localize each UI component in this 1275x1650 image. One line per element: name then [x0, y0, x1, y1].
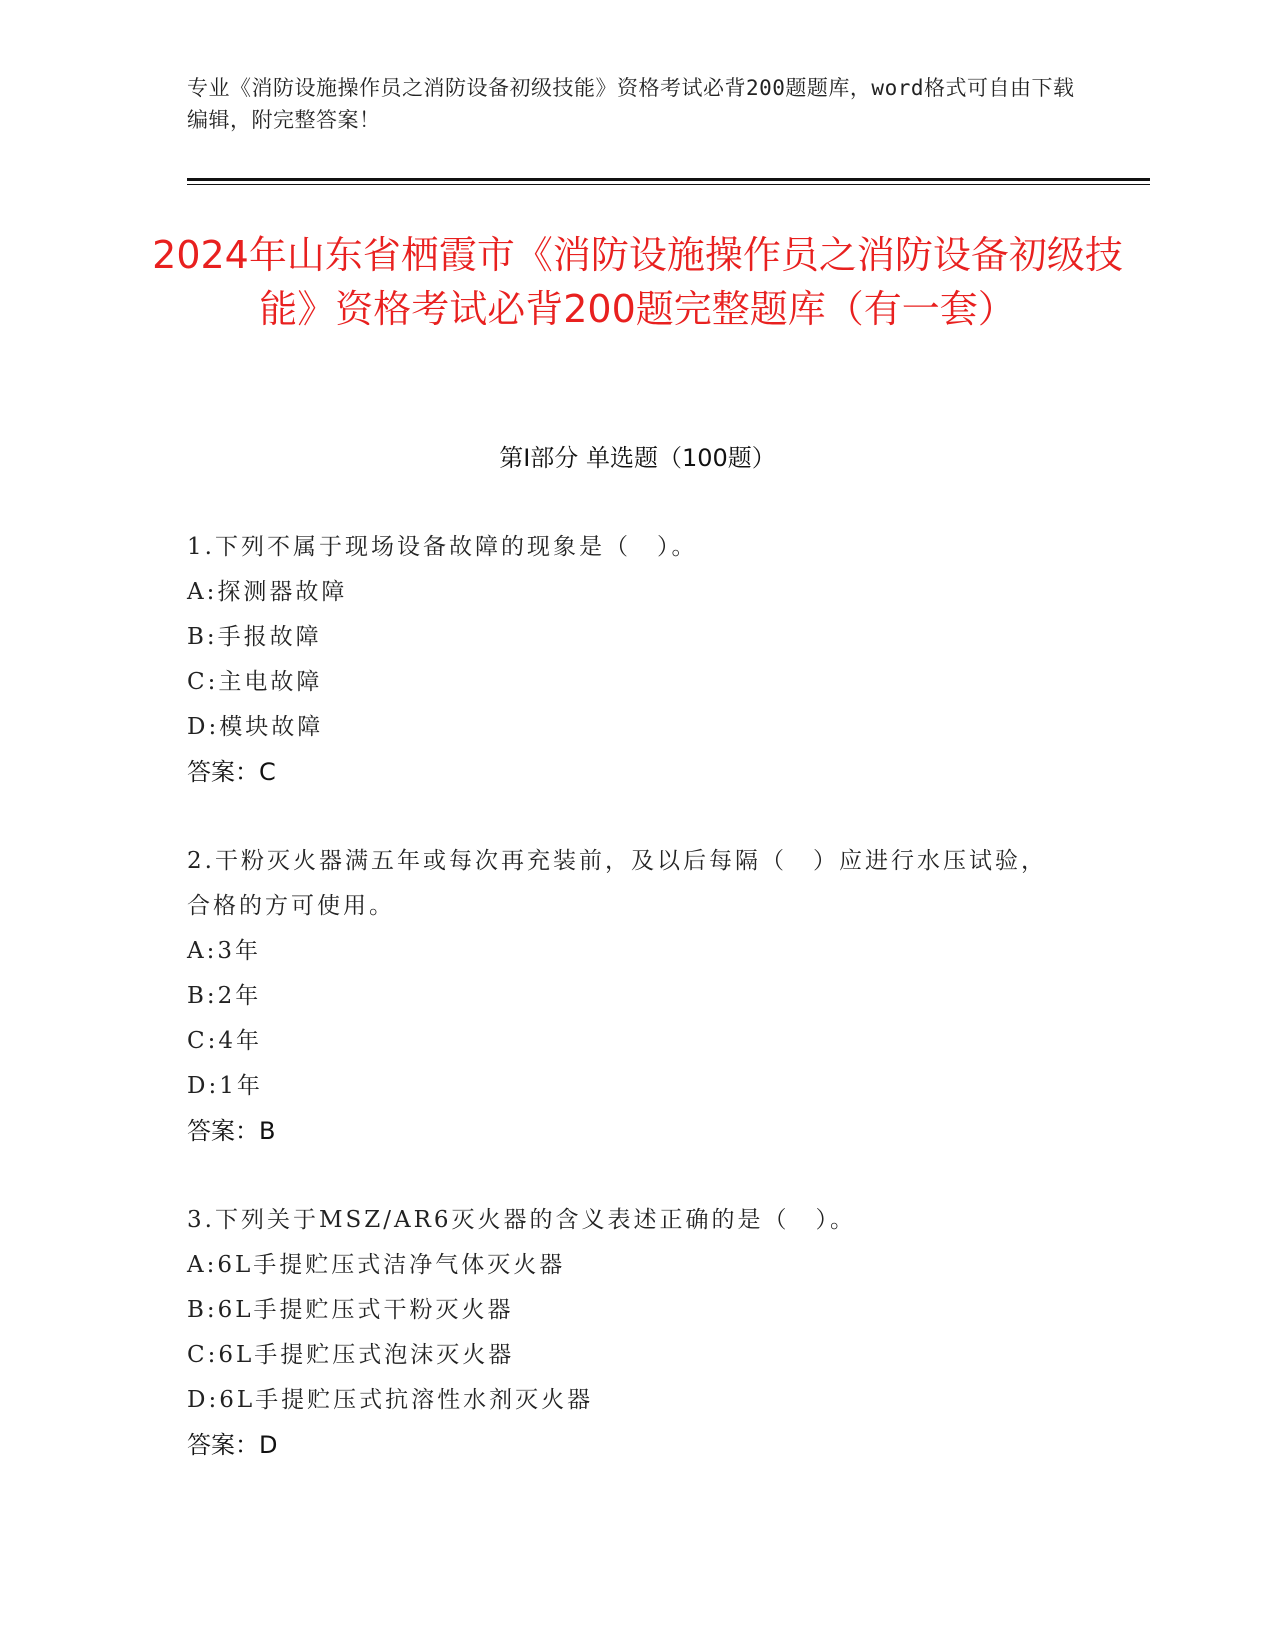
- header-divider-thick: [187, 178, 1150, 181]
- option-d: D:1年: [187, 1073, 263, 1099]
- option-a: A:3年: [187, 938, 261, 964]
- option-b: B:2年: [187, 983, 262, 1009]
- question-stem: 3.下列关于MSZ/AR6灭火器的含义表述正确的是（ ）。: [187, 1207, 857, 1233]
- question-stem: 2.干粉灭火器满五年或每次再充装前，及以后每隔（ ）应进行水压试验，合格的方可使用。: [187, 848, 1047, 919]
- option-c: C:6L手提贮压式泡沫灭火器: [187, 1342, 515, 1368]
- option-c: C:主电故障: [187, 669, 323, 695]
- header-note: 专业《消防设施操作员之消防设备初级技能》资格考试必背200题题库，word格式可自由下载编辑，附完整答案！: [187, 76, 1075, 132]
- question-list: [187, 525, 1067, 1512]
- answer: 答案：B: [187, 1117, 276, 1145]
- document-title: 2024年山东省栖霞市《消防设施操作员之消防设备初级技能》资格考试必背200题完整题库（有一套）: [152, 233, 1123, 331]
- answer: 答案：C: [187, 758, 276, 786]
- question-2: [187, 839, 1067, 1154]
- answer: 答案：D: [187, 1431, 278, 1459]
- option-b: B:手报故障: [187, 624, 322, 650]
- header-divider-thin: [187, 184, 1150, 185]
- question-1: [187, 525, 1067, 795]
- question-3: [187, 1198, 1067, 1468]
- section-heading: 第I部分 单选题（100题）: [499, 444, 776, 472]
- option-d: D:模块故障: [187, 714, 324, 740]
- option-b: B:6L手提贮压式干粉灭火器: [187, 1297, 514, 1323]
- option-d: D:6L手提贮压式抗溶性水剂灭火器: [187, 1387, 594, 1413]
- option-c: C:4年: [187, 1028, 262, 1054]
- option-a: A:6L手提贮压式洁净气体灭火器: [187, 1252, 566, 1278]
- question-stem: 1.下列不属于现场设备故障的现象是（ ）。: [187, 534, 698, 560]
- option-a: A:探测器故障: [187, 579, 348, 605]
